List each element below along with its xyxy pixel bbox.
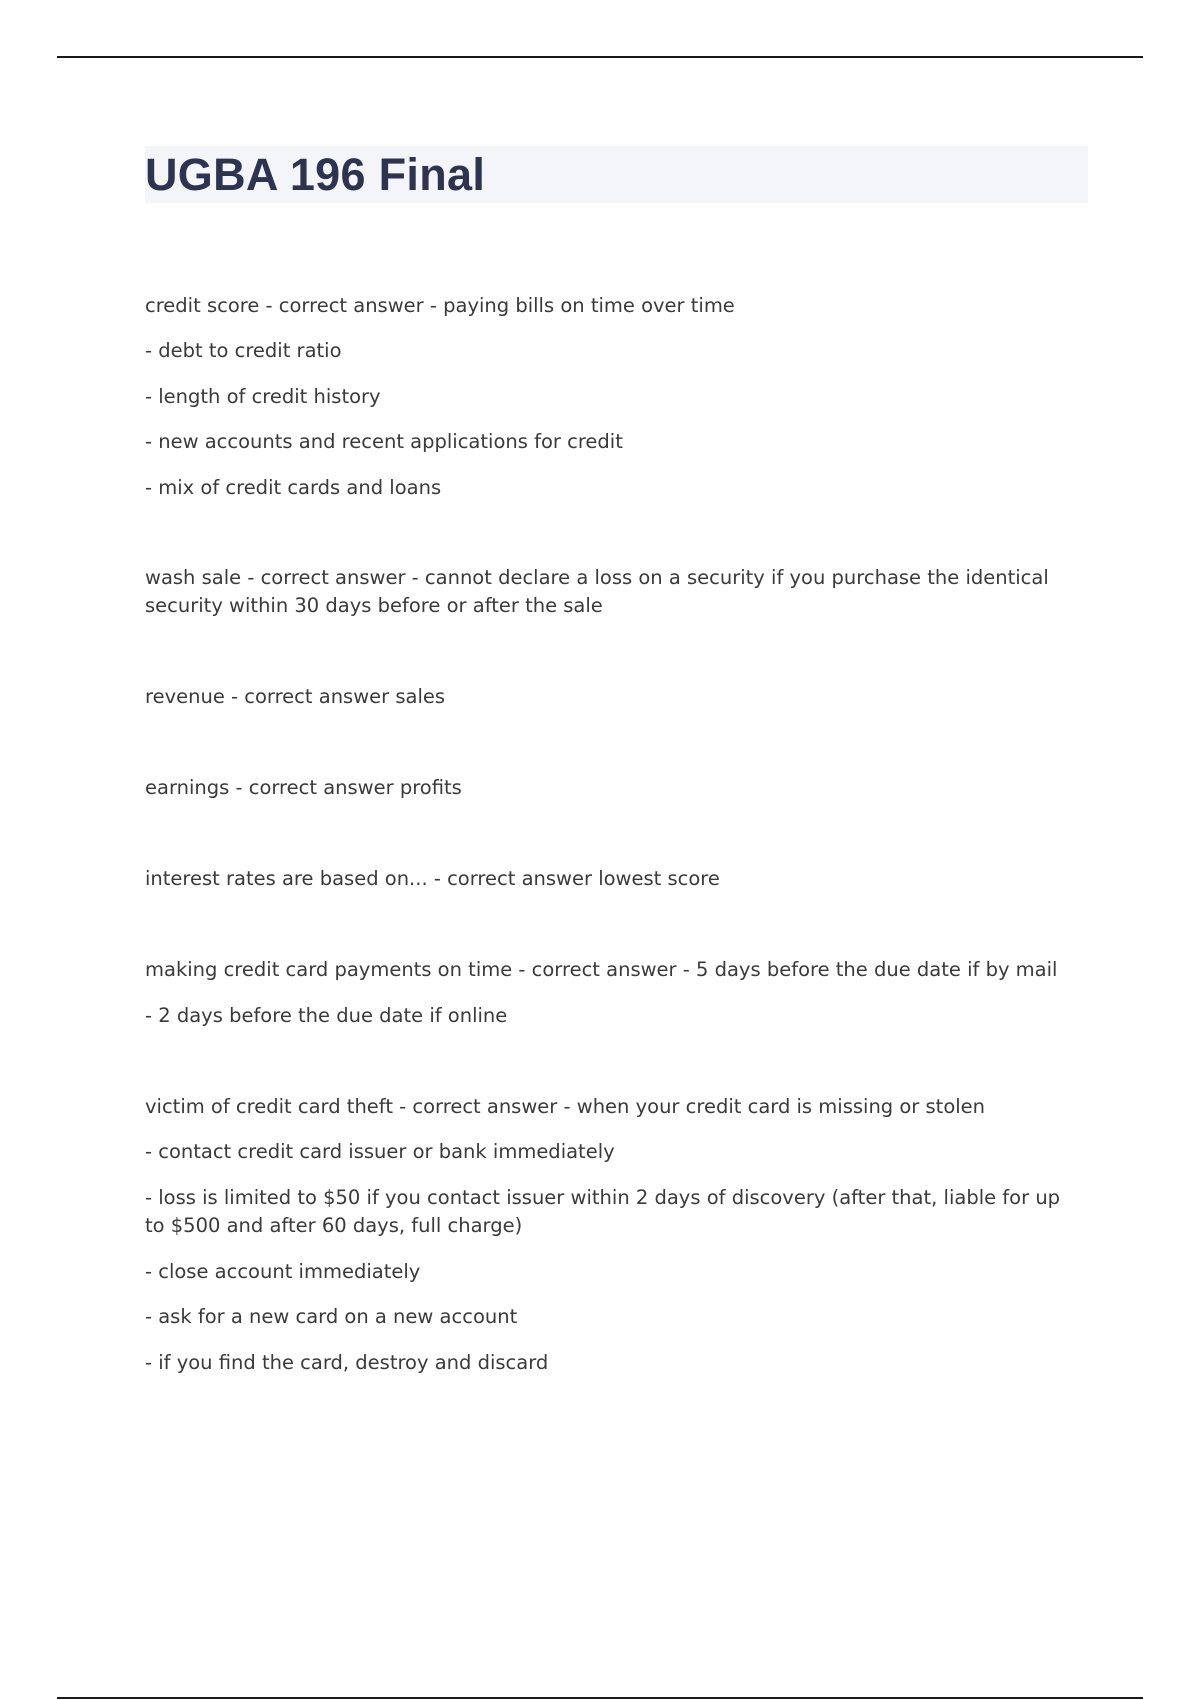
card-bullet: - loss is limited to $50 if you contact issuer within 2 days of discovery (after that, liable for up to $500 and after 60 days, full charge) <box>145 1186 1061 1237</box>
card-bullet: - contact credit card issuer or bank immediately <box>145 1140 615 1163</box>
bottom-rule <box>57 1697 1143 1699</box>
card-bullet: - close account immediately <box>145 1260 421 1283</box>
card-bullet: - mix of credit cards and loans <box>145 476 442 499</box>
card-bullet: - length of credit history <box>145 385 381 408</box>
card-term-definition: wash sale - correct answer - cannot declare a loss on a security if you purchase the identical security within 30 days before or after the sale <box>145 566 1049 617</box>
card-bullet: - debt to credit ratio <box>145 339 342 362</box>
card-term-definition: victim of credit card theft - correct answer - when your credit card is missing or stolen <box>145 1095 986 1118</box>
top-rule <box>57 56 1143 58</box>
card-bullet: - 2 days before the due date if online <box>145 1004 508 1027</box>
card-term-definition: earnings - correct answer profits <box>145 776 462 799</box>
card-term-definition: making credit card payments on time - correct answer - 5 days before the due date if by mail <box>145 958 1058 981</box>
card-bullet: - if you find the card, destroy and discard <box>145 1351 549 1374</box>
card-term-definition: interest rates are based on... - correct answer lowest score <box>145 867 720 890</box>
card-bullet: - new accounts and recent applications for credit <box>145 430 623 453</box>
card-term-definition: revenue - correct answer sales <box>145 685 446 708</box>
card-bullet: - ask for a new card on a new account <box>145 1305 518 1328</box>
document-title: UGBA 196 Final <box>145 149 486 200</box>
card-term-definition: credit score - correct answer - paying bills on time over time <box>145 294 735 317</box>
